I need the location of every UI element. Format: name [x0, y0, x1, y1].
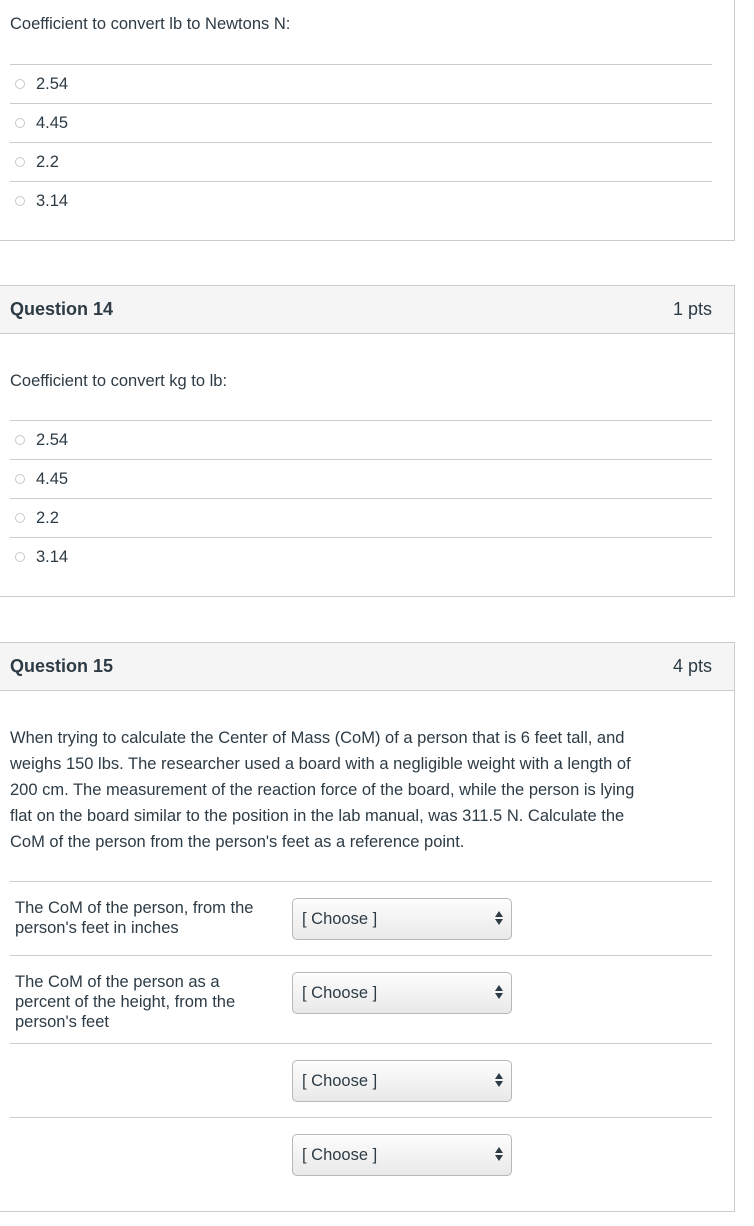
question-14-text: Coefficient to convert kg to lb:: [10, 372, 228, 390]
updown-arrows-icon: [495, 1073, 503, 1090]
select-value: [ Choose ]: [302, 909, 378, 928]
matching-row: [10, 955, 712, 1043]
question-text-line: weighs 150 lbs. The researcher used a board with a negligible weight with a length of: [10, 755, 631, 773]
matching-label: [15, 972, 283, 1032]
updown-arrows-icon: [495, 1147, 503, 1164]
answer-select[interactable]: [292, 1134, 512, 1176]
question-header: [0, 643, 734, 691]
question-13-block: [0, 0, 735, 241]
matching-row: [10, 1117, 712, 1191]
question-text-line: When trying to calculate the Center of Mass (CoM) of a person that is 6 feet tall, and: [10, 729, 625, 747]
select-value: [ Choose ]: [302, 1071, 378, 1090]
select-value: [ Choose ]: [302, 983, 378, 1002]
answer-label: 2.54: [36, 430, 69, 449]
answer-select[interactable]: [292, 972, 512, 1014]
updown-arrows-icon: [495, 911, 503, 928]
answer-option[interactable]: [10, 142, 712, 181]
question-14-block: [0, 285, 735, 597]
question-points: 1 pts: [672, 299, 712, 319]
question-text-line: CoM of the person from the person's feet as a reference point.: [10, 833, 465, 851]
answer-option[interactable]: [10, 420, 712, 459]
answer-option[interactable]: [10, 181, 712, 220]
answer-select[interactable]: [292, 898, 512, 940]
question-title: Question 14: [10, 299, 114, 319]
matching-row: [10, 1043, 712, 1117]
radio-button[interactable]: [15, 118, 25, 128]
question-text-line: 200 cm. The measurement of the reaction force of the board, while the person is lying: [10, 781, 635, 799]
radio-button[interactable]: [15, 196, 25, 206]
question-14-answers: [10, 420, 712, 576]
question-15-block: [0, 642, 735, 1212]
radio-button[interactable]: [15, 79, 25, 89]
question-13-text: Coefficient to convert lb to Newtons N:: [10, 15, 291, 33]
radio-button[interactable]: [15, 474, 25, 484]
answer-label: 2.2: [36, 508, 59, 527]
question-15-text: [10, 725, 634, 855]
answer-label: 4.45: [36, 469, 69, 488]
answer-option[interactable]: [10, 103, 712, 142]
question-header: [0, 286, 734, 334]
radio-button[interactable]: [15, 552, 25, 562]
question-text-line: flat on the board similar to the position in the lab manual, was 311.5 N. Calculate the: [10, 807, 625, 825]
radio-button[interactable]: [15, 157, 25, 167]
answer-option[interactable]: [10, 64, 712, 103]
answer-select[interactable]: [292, 1060, 512, 1102]
question-13-answers: [10, 64, 712, 220]
matching-label-line: person's feet in inches: [15, 919, 179, 937]
answer-label: 4.45: [36, 113, 69, 132]
answer-option[interactable]: [10, 537, 712, 576]
answer-option[interactable]: [10, 498, 712, 537]
radio-button[interactable]: [15, 435, 25, 445]
question-title: Question 15: [10, 656, 114, 676]
answer-label: 2.2: [36, 152, 59, 171]
matching-rows: [10, 881, 712, 1191]
answer-option[interactable]: [10, 459, 712, 498]
question-points: 4 pts: [672, 656, 712, 676]
matching-label: [15, 898, 283, 938]
select-value: [ Choose ]: [302, 1145, 378, 1164]
updown-arrows-icon: [495, 985, 503, 1002]
matching-label-line: person's feet: [15, 1013, 109, 1031]
answer-label: 2.54: [36, 74, 69, 93]
radio-button[interactable]: [15, 513, 25, 523]
answer-label: 3.14: [36, 547, 69, 566]
answer-label: 3.14: [36, 191, 69, 210]
matching-row: [10, 881, 712, 955]
matching-label-line: percent of the height, from the: [15, 993, 236, 1011]
matching-label-line: The CoM of the person as a: [15, 973, 220, 991]
matching-label-line: The CoM of the person, from the: [15, 899, 254, 917]
